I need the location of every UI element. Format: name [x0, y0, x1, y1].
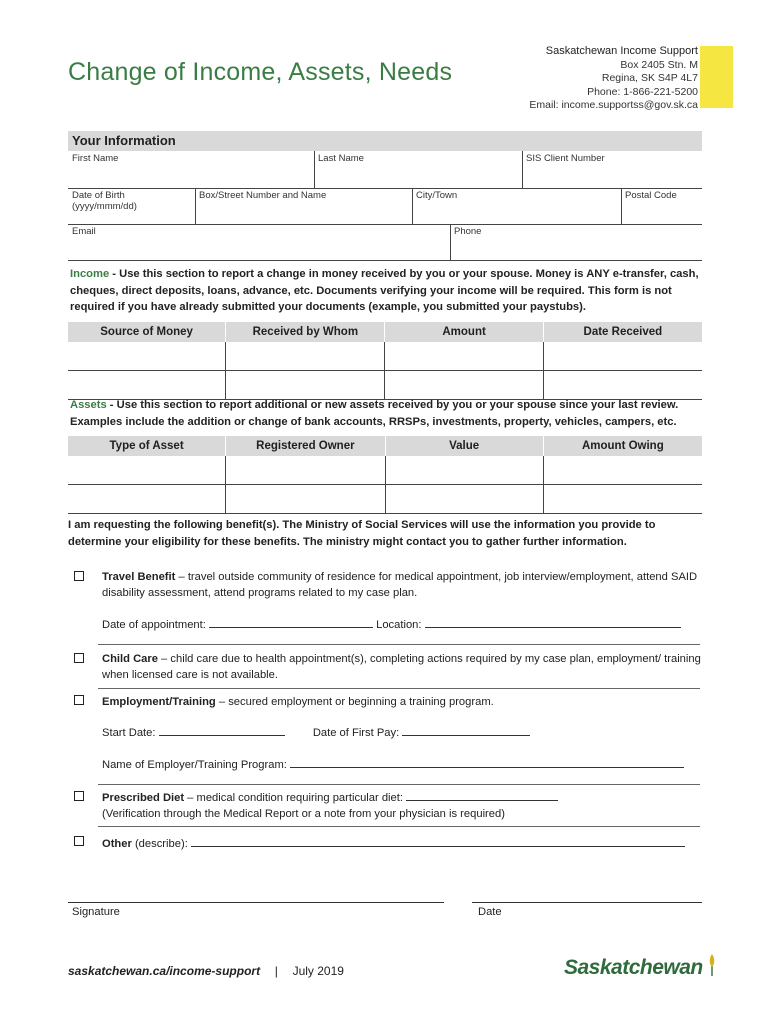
travel-benefit-desc: – travel outside community of residence for medical appointment, job interview/employment, attend SAID disability assessment, attend programs related to my case plan. — [102, 571, 698, 599]
appointment-date-label: Date of appointment: — [102, 619, 206, 631]
income-table — [68, 322, 702, 400]
income-col-received-by: Received by Whom — [226, 322, 385, 342]
start-date-label: Start Date: — [102, 727, 156, 739]
diet-condition-input[interactable] — [406, 790, 558, 801]
sis-label: SIS Client Number — [526, 153, 605, 164]
city-field[interactable] — [412, 188, 621, 224]
income-cell[interactable] — [385, 371, 543, 400]
postal-code-field[interactable] — [621, 188, 702, 224]
income-text: - Use this section to report a change in money received by you or your spouse. Money is ANY e-transfer, cash, cheques, direct deposits, loans, advance, etc. Documents verifying your income will be required. This form is not required if you have already submitted your documents (example, you submitted your paystubs). — [70, 268, 699, 313]
footer-url[interactable]: saskatchewan.ca/income-support — [68, 964, 261, 978]
assets-cell[interactable] — [385, 485, 543, 514]
assets-table — [68, 436, 702, 514]
benefits-intro: I am requesting the following benefit(s). The Ministry of Social Services will use the information you provide to determine your eligibility for these benefits. The ministry might contact you to gather further information. — [68, 519, 656, 548]
contact-email: Email: income.supportss@gov.sk.ca — [529, 99, 698, 111]
diet-note: (Verification through the Medical Report or a note from your physician is required) — [102, 808, 505, 820]
prescribed-diet-name: Prescribed Diet — [102, 792, 185, 804]
child-care-text — [102, 651, 702, 683]
prescribed-diet-desc: – medical condition requiring particular diet: — [184, 792, 403, 804]
assets-cell[interactable] — [385, 456, 543, 485]
assets-col-owing: Amount Owing — [543, 436, 702, 456]
date-of-birth-field[interactable] — [68, 188, 195, 224]
assets-table-header — [68, 436, 702, 456]
table-row — [68, 342, 702, 371]
income-col-source: Source of Money — [68, 322, 226, 342]
income-table-header — [68, 322, 702, 342]
email-label: Email — [72, 226, 96, 237]
street-field[interactable] — [195, 188, 412, 224]
footer — [68, 964, 344, 978]
assets-cell[interactable] — [68, 456, 226, 485]
last-name-label: Last Name — [318, 153, 364, 164]
saskatchewan-logo — [564, 952, 718, 980]
income-cell[interactable] — [226, 342, 385, 371]
other-text — [102, 836, 702, 852]
contact-org: Saskatchewan Income Support — [545, 45, 698, 57]
city-label: City/Town — [416, 190, 458, 201]
first-pay-input[interactable] — [402, 725, 530, 736]
assets-col-type: Type of Asset — [68, 436, 226, 456]
income-cell[interactable] — [543, 342, 702, 371]
location-label: Location: — [376, 619, 422, 631]
travel-benefit-checkbox[interactable] — [74, 571, 84, 581]
income-cell[interactable] — [226, 371, 385, 400]
income-col-date: Date Received — [543, 322, 702, 342]
income-cell[interactable] — [68, 371, 226, 400]
footer-date: July 2019 — [292, 964, 344, 978]
wheat-icon — [706, 952, 718, 976]
signature-line[interactable] — [68, 902, 444, 903]
table-row — [68, 485, 702, 514]
first-pay-label: Date of First Pay: — [312, 727, 400, 739]
phone-label: Phone — [454, 226, 482, 237]
assets-cell[interactable] — [226, 456, 385, 485]
assets-cell[interactable] — [543, 485, 702, 514]
assets-cell[interactable] — [543, 456, 702, 485]
dob-label: Date of Birth (yyyy/mmm/dd) — [72, 190, 137, 212]
street-label: Box/Street Number and Name — [199, 190, 327, 201]
phone-field[interactable] — [450, 224, 702, 260]
other-desc: (describe): — [131, 838, 188, 850]
footer-separator: | — [274, 964, 278, 978]
brand-accent-bar — [700, 46, 733, 108]
your-information-heading: Your Information — [68, 131, 702, 151]
income-col-amount: Amount — [385, 322, 543, 342]
employment-name: Employment/Training — [102, 696, 216, 708]
employment-dates-row — [102, 725, 702, 741]
location-input[interactable] — [425, 617, 681, 628]
income-label: Income — [70, 268, 110, 280]
prescribed-diet-text — [102, 790, 702, 806]
assets-cell[interactable] — [226, 485, 385, 514]
assets-description — [70, 397, 704, 430]
employer-row — [102, 757, 702, 773]
child-care-name: Child Care — [102, 653, 158, 665]
assets-col-value: Value — [385, 436, 543, 456]
travel-benefit-name: Travel Benefit — [102, 571, 176, 583]
contact-city: Regina, SK S4P 4L7 — [601, 72, 698, 84]
prescribed-diet-checkbox[interactable] — [74, 791, 84, 801]
employer-input[interactable] — [290, 757, 684, 768]
date-label: Date — [478, 906, 502, 918]
assets-text: - Use this section to report additional or new assets received by you or your spouse since your last review. Examples include the addition or change of bank accounts, RRSPs, investments, property, vehicles, campers, etc. — [70, 399, 679, 428]
contact-block — [529, 45, 698, 113]
table-row — [68, 371, 702, 400]
employment-training-checkbox[interactable] — [74, 695, 84, 705]
income-cell[interactable] — [68, 342, 226, 371]
appointment-date-input[interactable] — [209, 617, 373, 628]
page-title: Change of Income, Assets, Needs — [68, 58, 453, 86]
travel-benefit-text — [102, 569, 702, 601]
child-care-checkbox[interactable] — [74, 653, 84, 663]
email-field[interactable] — [68, 224, 450, 260]
logo-text: Saskatchewan — [564, 956, 703, 979]
table-row — [68, 456, 702, 485]
income-cell[interactable] — [385, 342, 543, 371]
assets-cell[interactable] — [68, 485, 226, 514]
last-name-field[interactable] — [314, 151, 522, 188]
other-name: Other — [102, 838, 132, 850]
income-cell[interactable] — [543, 371, 702, 400]
travel-appointment-row — [102, 617, 702, 633]
income-description — [70, 266, 704, 316]
other-checkbox[interactable] — [74, 836, 84, 846]
sis-client-number-field[interactable] — [522, 151, 702, 188]
child-care-desc: – child care due to health appointment(s), completing actions required by my case plan, employment/ training when licensed care is not available. — [102, 653, 701, 681]
employment-desc: – secured employment or beginning a training program. — [215, 696, 494, 708]
other-describe-input[interactable] — [191, 836, 685, 847]
contact-phone: Phone: 1-866-221-5200 — [587, 85, 698, 98]
first-name-label: First Name — [72, 153, 119, 164]
first-name-field[interactable] — [68, 151, 314, 188]
assets-col-owner: Registered Owner — [226, 436, 385, 456]
date-line[interactable] — [472, 902, 702, 903]
contact-box: Box 2405 Stn. M — [620, 58, 698, 71]
postal-label: Postal Code — [625, 190, 677, 201]
employer-label: Name of Employer/Training Program: — [102, 759, 287, 771]
employment-text — [102, 694, 702, 710]
assets-label: Assets — [70, 399, 107, 411]
signature-label: Signature — [72, 906, 120, 918]
start-date-input[interactable] — [159, 725, 285, 736]
